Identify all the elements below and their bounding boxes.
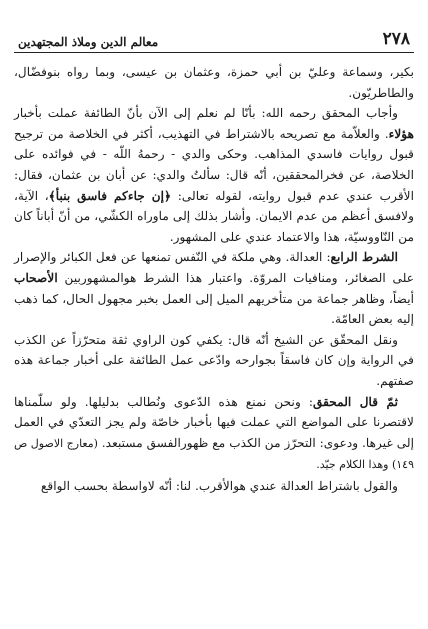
text-run: (معارج الاصول ص ١٤٩) وهذا الكلام جيّد.	[14, 436, 414, 472]
page-number: ٢٧٨	[382, 29, 410, 49]
text-run: ، الآية، ولافسق أعظم من عدم الايمان. وأشار بذلك إلى ماوراه الكشّي، من أنّ أباناً كان من النّاووسيّة، هذا والاعتماد عندي على المشهور.	[14, 188, 414, 244]
bold-text-run: الشرط الرابع	[330, 250, 398, 265]
bold-text-run: هؤلاء	[388, 126, 414, 141]
text-run: وأجاب المحقق رحمه الله: بأنّا لم نعلم إلى الآن بأنّ الطائفة عملت بأخبار	[14, 106, 398, 121]
paragraph	[14, 476, 414, 497]
paragraph	[14, 103, 414, 247]
paragraph	[14, 392, 414, 476]
paragraph	[14, 330, 414, 392]
text-run: : العدالة. وهي ملكة في النّفس تمنعها عن فعل الكبائر والإصرار على الصغائر، ومنافيات المروّة. واعتبار هذا الشرط هوالمشهوربين	[14, 250, 414, 285]
paragraph	[14, 247, 414, 329]
text-run: والقول باشتراط العدالة عندي هوالأقرب. لنا: أنّه لاواسطة بحسب الواقع	[40, 478, 398, 493]
text-run: ونقل المحقّق عن الشيخ أنّه قال: يكفي كون الراوي ثقة متحرّزاً عن الكذب في الرواية وإن كان فاسقاً بجوارحه وادّعى عمل الطائفة على أخبار جماعة هذه صفتهم.	[14, 332, 414, 388]
text-run: : ونحن نمنع هذه الدّعوى ونُطالب بدليلها. ولو سلّمناها لاقتصرنا على المواضع التي عملت فيها بأخبار خاصّة ولم يجز التعدّي في العمل إلى غيرها. ودعوى: التحرّز من الكذب مع ظهورالفسق مستبعد.	[14, 394, 414, 450]
bold-text-run: الأصحاب	[14, 270, 58, 285]
page-header	[14, 27, 414, 53]
bold-text-run: ﴿إن جاءكم فاسق بنبأ﴾	[48, 188, 172, 203]
paragraph	[14, 62, 414, 103]
text-run: . والعلاّمة مع تصريحه بالاشتراط في التهذيب، أكثر في الخلاصة من ترجيح قبول روايات فاسدي المذاهب. وحكى والدي - رحمهُ اللّه - في فوائده على الخلاصة، عن فخرالمحققين، أنّه قال: سألتُ والدي: عن أبان بن عثمان، فقال: الأقرب عندي عدم قبول روايته، لقوله تعالى:	[14, 126, 414, 203]
page-body	[14, 62, 414, 496]
text-run: أيضاً، وظاهر جماعة من متأخريهم الميل إلى العمل بخبر مجهول الحال، كما ذهب إليه بعض العامّة.	[14, 291, 414, 327]
running-title: معالم الدين وملاذ المجتهدين	[18, 35, 159, 49]
text-run: بكير، وسماعة وعليّ بن أبي حمزة، وعثمان بن عيسى، وبما رواه بنوفضّال، والطاطريّون.	[14, 65, 414, 100]
bold-text-run: ثمّ قال المحقق	[312, 394, 398, 409]
